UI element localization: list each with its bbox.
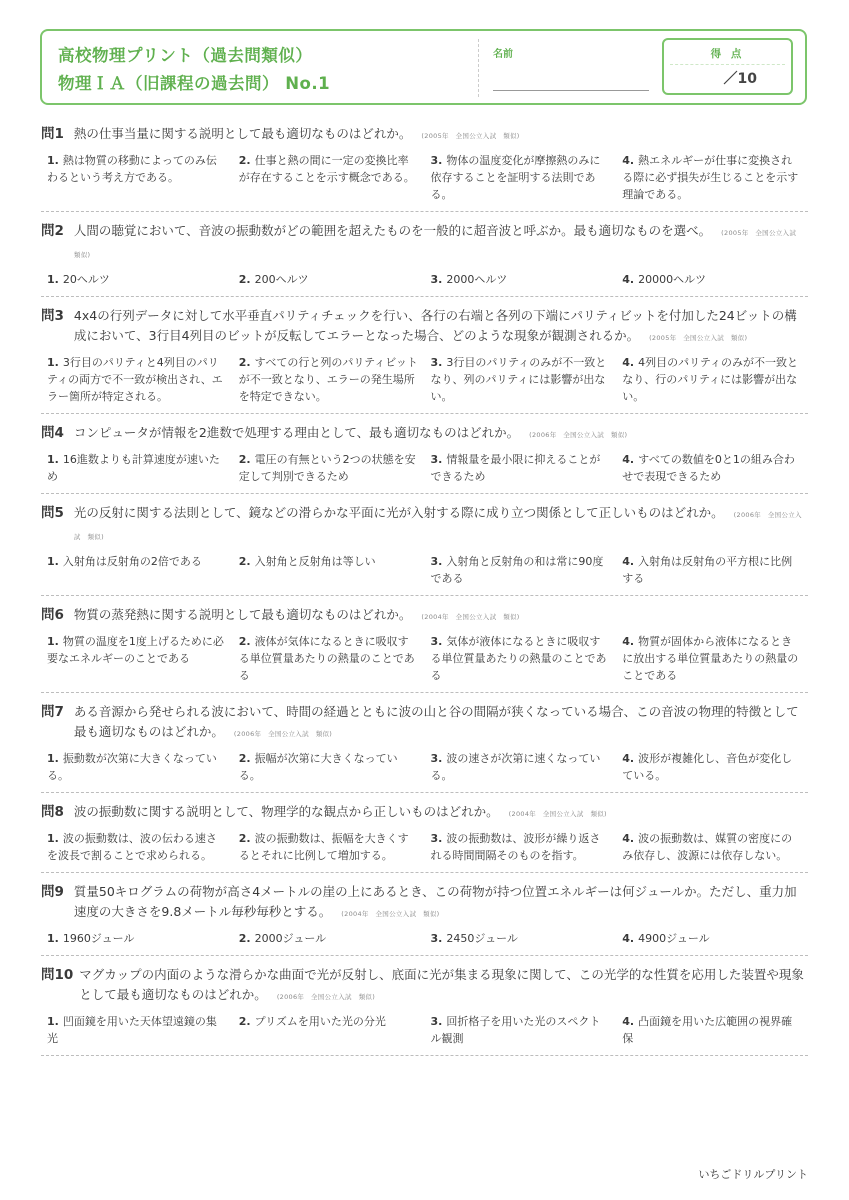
choice-number: 4. xyxy=(622,154,635,167)
choice-text: 4900ジュール xyxy=(638,932,710,945)
question-header xyxy=(41,802,808,824)
question-source: (2006年 全国公立入試 類似) xyxy=(529,431,628,439)
choice-text: 回折格子を用いた光のスペクトル観測 xyxy=(430,1015,601,1045)
choice-text: 波の振動数は、媒質の密度にのみ依存し、波源には依存しない。 xyxy=(622,832,793,862)
choice-option[interactable] xyxy=(233,451,425,485)
question-number: 問2 xyxy=(41,223,64,239)
choice-option[interactable] xyxy=(233,1013,425,1047)
choice-option[interactable] xyxy=(233,750,425,784)
title-line-1: 高校物理プリント（過去問類似） xyxy=(58,46,313,65)
choice-number: 1. xyxy=(47,154,59,167)
choice-number: 1. xyxy=(47,453,59,466)
choice-list xyxy=(41,553,808,587)
choice-text: プリズムを用いた光の分光 xyxy=(254,1015,386,1028)
choice-option[interactable] xyxy=(41,750,233,784)
question-source: (2006年 全国公立入試 類似) xyxy=(276,993,376,1001)
question-source: (2005年 全国公立入試 類似) xyxy=(421,132,520,140)
question-text xyxy=(74,802,808,824)
choice-text: 波の振動数は、波形が繰り返される時間間隔そのものを指す。 xyxy=(430,832,601,862)
choice-option[interactable] xyxy=(425,930,617,947)
question-header xyxy=(41,423,808,445)
choice-text: 凸面鏡を用いた広範囲の視界確保 xyxy=(622,1015,793,1045)
choice-number: 1. xyxy=(47,356,59,369)
choice-number: 3. xyxy=(430,932,443,945)
choice-number: 3. xyxy=(430,635,443,648)
question-text xyxy=(74,702,808,744)
choice-option[interactable] xyxy=(233,830,425,864)
choice-number: 4. xyxy=(622,832,635,845)
question-header xyxy=(41,503,808,547)
choice-text: 波の速さが次第に速くなっている。 xyxy=(430,752,601,782)
choice-text: 2000ジュール xyxy=(254,932,327,945)
choice-number: 2. xyxy=(238,752,251,765)
choice-text: 電圧の有無という2つの状態を安定して判別できるため xyxy=(238,453,416,483)
question-number: 問1 xyxy=(41,126,64,142)
choice-text: 4列目のパリティのみが不一致となり、行のパリティには影響が出ない。 xyxy=(622,356,798,403)
choice-option[interactable] xyxy=(425,750,617,784)
question-stem: コンピュータが情報を2進数で処理する理由として、最も適切なものはどれか。 xyxy=(73,425,520,440)
choice-text: 20ヘルツ xyxy=(62,273,110,286)
choice-number: 3. xyxy=(430,356,443,369)
choice-number: 4. xyxy=(622,356,635,369)
choice-option[interactable] xyxy=(425,1013,617,1047)
choice-text: 振幅が次第に大きくなっている。 xyxy=(238,752,398,782)
choice-option[interactable] xyxy=(425,633,617,684)
question-text xyxy=(74,423,808,445)
question-stem: 4x4の行列データに対して水平垂直パリティチェックを行い、各行の右端と各列の下端にパリティビットを付加した24ビットの構成において、3行目4列目のビットが反転してエラーとなった場合、どのような現象が観測されるか。 xyxy=(73,308,797,343)
choice-list xyxy=(41,451,808,485)
question-source: (2005年 全国公立入試 類似) xyxy=(649,334,748,342)
question-number: 問4 xyxy=(41,425,64,441)
choice-option[interactable] xyxy=(233,271,425,288)
worksheet-header xyxy=(40,29,807,105)
question-stem: 熱の仕事当量に関する説明として最も適切なものはどれか。 xyxy=(73,126,412,141)
choice-number: 2. xyxy=(238,555,251,568)
choice-number: 3. xyxy=(430,453,443,466)
choice-option[interactable] xyxy=(425,354,617,405)
choice-text: 気体が液体になるときに吸収する単位質量あたりの熱量のことである xyxy=(430,635,607,682)
choice-text: 情報量を最小限に抑えることができるため xyxy=(430,453,601,483)
question-list xyxy=(41,124,808,1065)
header-divider xyxy=(478,39,479,97)
choice-text: 200ヘルツ xyxy=(254,273,309,286)
choice-option[interactable] xyxy=(425,451,617,485)
choice-number: 1. xyxy=(47,1015,59,1028)
question-header xyxy=(41,306,808,348)
score-box xyxy=(662,38,793,95)
choice-number: 3. xyxy=(430,752,443,765)
question-header xyxy=(41,882,808,924)
choice-option[interactable] xyxy=(41,1013,233,1047)
question-text xyxy=(74,221,808,265)
question-number: 問5 xyxy=(41,505,64,521)
question-number: 問9 xyxy=(41,884,64,900)
choice-number: 4. xyxy=(622,273,635,286)
choice-option[interactable] xyxy=(616,354,808,405)
choice-option[interactable] xyxy=(616,271,808,288)
choice-option[interactable] xyxy=(425,152,617,203)
choice-option[interactable] xyxy=(233,930,425,947)
question-number: 問10 xyxy=(41,967,74,983)
question-number: 問7 xyxy=(41,704,64,720)
question-block xyxy=(41,702,808,793)
choice-number: 2. xyxy=(238,832,251,845)
question-header xyxy=(41,605,808,627)
choice-text: 物質の温度を1度上げるために必要なエネルギーのことである xyxy=(47,635,224,665)
choice-text: すべての行と列のパリティビットが不一致となり、エラーの発生場所を特定できない。 xyxy=(238,356,418,403)
question-block xyxy=(41,965,808,1056)
question-block xyxy=(41,882,808,956)
choice-option[interactable] xyxy=(616,451,808,485)
choice-text: 物質が固体から液体になるときに放出する単位質量あたりの熱量のことである xyxy=(622,635,799,682)
choice-option[interactable] xyxy=(41,553,233,587)
question-text xyxy=(79,965,808,1007)
question-block xyxy=(41,503,808,596)
question-block xyxy=(41,124,808,212)
choice-text: すべての数値を0と1の組み合わせで表現できるため xyxy=(622,453,795,483)
question-stem: ある音源から発せられる波において、時間の経過とともに波の山と谷の間隔が狭くなっている場合、この音波の物理的特徴として最も適切なものはどれか。 xyxy=(73,704,799,739)
question-block xyxy=(41,221,808,297)
choice-number: 1. xyxy=(47,555,59,568)
choice-text: 物体の温度変化が摩擦熱のみに依存することを証明する法則である。 xyxy=(430,154,601,201)
choice-text: 波形が複雑化し、音色が変化している。 xyxy=(622,752,793,782)
question-source: (2004年 全国公立入試 類似) xyxy=(341,910,440,918)
choice-option[interactable] xyxy=(616,1013,808,1047)
choice-option[interactable] xyxy=(41,451,233,485)
choice-option[interactable] xyxy=(616,553,808,587)
choice-text: 2000ヘルツ xyxy=(446,273,508,286)
choice-text: 振動数が次第に大きくなっている。 xyxy=(47,752,217,782)
question-text xyxy=(74,306,808,348)
choice-text: 入射角は反射角の2倍である xyxy=(62,555,202,568)
choice-number: 3. xyxy=(430,555,443,568)
score-field[interactable] xyxy=(670,64,785,90)
question-text xyxy=(74,503,808,547)
choice-number: 1. xyxy=(47,932,59,945)
choice-text: 2450ジュール xyxy=(446,932,518,945)
choice-text: 1960ジュール xyxy=(62,932,135,945)
choice-option[interactable] xyxy=(233,354,425,405)
choice-number: 4. xyxy=(622,752,635,765)
choice-option[interactable] xyxy=(41,930,233,947)
choice-option[interactable] xyxy=(41,354,233,405)
choice-number: 1. xyxy=(47,635,59,648)
choice-number: 3. xyxy=(430,273,443,286)
choice-option[interactable] xyxy=(616,750,808,784)
question-block xyxy=(41,605,808,693)
choice-option[interactable] xyxy=(41,271,233,288)
choice-option[interactable] xyxy=(41,633,233,684)
choice-text: 20000ヘルツ xyxy=(638,273,707,286)
choice-number: 4. xyxy=(622,1015,635,1028)
question-text xyxy=(74,124,808,146)
question-source: (2004年 全国公立入試 類似) xyxy=(421,613,520,621)
choice-list xyxy=(41,633,808,684)
question-header xyxy=(41,124,808,146)
question-text xyxy=(74,605,808,627)
name-label: 名前 xyxy=(493,49,513,60)
choice-option[interactable] xyxy=(616,152,808,203)
name-input-line[interactable] xyxy=(493,90,649,91)
choice-number: 4. xyxy=(622,932,635,945)
question-stem: 質量50キログラムの荷物が高さ4メートルの崖の上にあるとき、この荷物が持つ位置エネルギーは何ジュールか。ただし、重力加速度の大きさを9.8メートル毎秒毎秒とする。 xyxy=(73,884,797,919)
choice-option[interactable] xyxy=(616,930,808,947)
question-stem: 物質の蒸発熱に関する説明として最も適切なものはどれか。 xyxy=(73,607,412,622)
footer-brand: いちごドリルプリント xyxy=(698,1168,808,1181)
choice-option[interactable] xyxy=(425,830,617,864)
question-source: (2006年 全国公立入試 類似) xyxy=(73,511,802,541)
question-stem: 波の振動数に関する説明として、物理学的な観点から正しいものはどれか。 xyxy=(73,804,499,819)
choice-text: 入射角は反射角の平方根に比例する xyxy=(622,555,793,585)
choice-text: 16進数よりも計算速度が速いため xyxy=(47,453,220,483)
choice-number: 3. xyxy=(430,1015,443,1028)
score-label: 得 点 xyxy=(710,48,745,60)
choice-number: 2. xyxy=(238,453,251,466)
question-number: 問8 xyxy=(41,804,64,820)
choice-text: 入射角と反射角の和は常に90度である xyxy=(430,555,604,585)
choice-number: 1. xyxy=(47,752,59,765)
choice-text: 液体が気体になるときに吸収する単位質量あたりの熱量のことである xyxy=(238,635,415,682)
choice-option[interactable] xyxy=(425,553,617,587)
choice-text: 波の振動数は、波の伝わる速さを波長で割ることで求められる。 xyxy=(47,832,217,862)
choice-number: 1. xyxy=(47,273,59,286)
choice-text: 波の振動数は、振幅を大きくするとそれに比例して増加する。 xyxy=(238,832,409,862)
question-stem: 人間の聴覚において、音波の振動数がどの範囲を超えたものを一般的に超音波と呼ぶか。最も適切なものを選べ。 xyxy=(73,223,712,238)
question-source: (2006年 全国公立入試 類似) xyxy=(233,730,333,738)
choice-number: 3. xyxy=(430,154,443,167)
choice-number: 4. xyxy=(622,555,635,568)
question-number: 問6 xyxy=(41,607,64,623)
choice-text: 凹面鏡を用いた天体望遠鏡の集光 xyxy=(47,1015,217,1045)
choice-text: 熱は物質の移動によってのみ伝わるという考え方である。 xyxy=(47,154,217,184)
choice-text: 3行目のパリティと4列目のパリティの両方で不一致が検出され、エラー箇所が特定される。 xyxy=(47,356,223,403)
choice-text: 熱エネルギーが仕事に変換される際に必ず損失が生じることを示す理論である。 xyxy=(622,154,799,201)
choice-list xyxy=(41,930,808,947)
score-total: ／10 xyxy=(723,71,757,87)
question-text xyxy=(74,882,808,924)
question-block xyxy=(41,802,808,873)
choice-number: 3. xyxy=(430,832,443,845)
choice-text: 仕事と熱の間に一定の変換比率が存在することを示す概念である。 xyxy=(238,154,415,184)
choice-number: 1. xyxy=(47,832,59,845)
choice-number: 4. xyxy=(622,453,635,466)
question-stem: マグカップの内面のような滑らかな曲面で光が反射し、底面に光が集まる現象に関して、この光学的な性質を応用した装置や現象として最も適切なものはどれか。 xyxy=(79,967,804,1002)
choice-list xyxy=(41,830,808,864)
title-line-2: 物理ＩＡ（旧課程の過去問） No.1 xyxy=(58,74,331,93)
choice-number: 2. xyxy=(238,154,251,167)
choice-option[interactable] xyxy=(616,633,808,684)
choice-number: 4. xyxy=(622,635,635,648)
choice-number: 2. xyxy=(238,356,251,369)
question-block xyxy=(41,423,808,494)
question-header xyxy=(41,221,808,265)
choice-list xyxy=(41,152,808,203)
choice-option[interactable] xyxy=(233,553,425,587)
question-source: (2005年 全国公立入試 類似) xyxy=(73,229,803,259)
question-header xyxy=(41,965,808,1007)
choice-option[interactable] xyxy=(41,152,233,203)
choice-text: 3行目のパリティのみが不一致となり、列のパリティには影響が出ない。 xyxy=(430,356,607,403)
choice-option[interactable] xyxy=(233,633,425,684)
choice-list xyxy=(41,271,808,288)
question-header xyxy=(41,702,808,744)
choice-number: 2. xyxy=(238,1015,251,1028)
choice-number: 2. xyxy=(238,273,251,286)
choice-option[interactable] xyxy=(616,830,808,864)
choice-number: 2. xyxy=(238,932,251,945)
choice-option[interactable] xyxy=(425,271,617,288)
question-stem: 光の反射に関する法則として、鏡などの滑らかな平面に光が入射する際に成り立つ関係として正しいものはどれか。 xyxy=(73,505,724,520)
choice-list xyxy=(41,354,808,405)
choice-option[interactable] xyxy=(41,830,233,864)
question-source: (2004年 全国公立入試 類似) xyxy=(508,810,607,818)
choice-number: 2. xyxy=(238,635,251,648)
question-number: 問3 xyxy=(41,308,64,324)
choice-list xyxy=(41,1013,808,1047)
question-block xyxy=(41,306,808,414)
choice-list xyxy=(41,750,808,784)
choice-text: 入射角と反射角は等しい xyxy=(254,555,376,568)
choice-option[interactable] xyxy=(233,152,425,203)
